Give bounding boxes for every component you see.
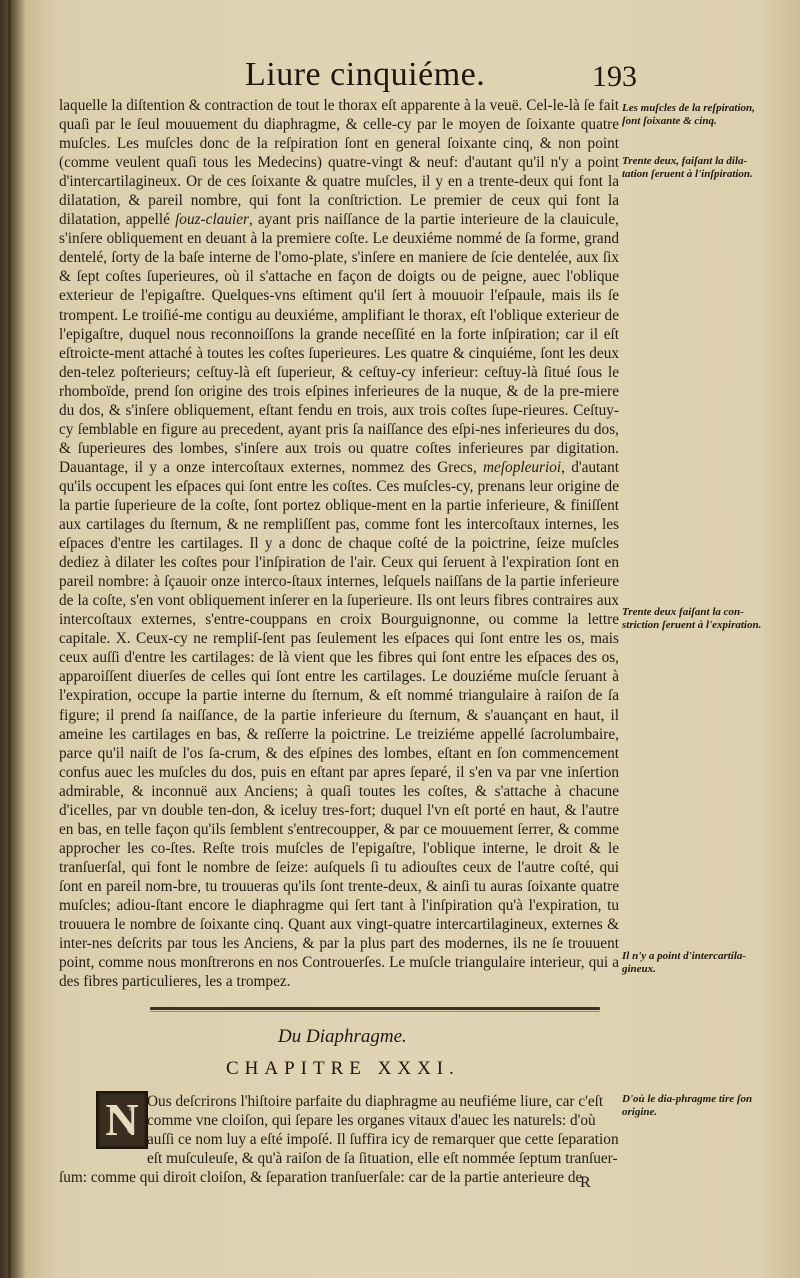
page-number: 193 (592, 60, 637, 93)
section-divider (150, 1007, 600, 1010)
margin-note-dilatation: Trente deux, faiſant la dila-tation ſeruent à l'inſpiration. (622, 155, 753, 180)
section-divider-shadow (150, 1011, 600, 1012)
running-title: Liure cinquiéme. (245, 56, 486, 93)
margin-note-intercartilagineux: Il n'y a point d'intercartila-gineux. (622, 950, 747, 975)
term-souz-clauier: ſouz-clauier (175, 211, 249, 229)
catchword: R (580, 1174, 591, 1191)
binding-gutter (8, 0, 11, 1278)
margin-note-respiration: Les muſcles de la reſpiration, ſont ſoixante & cinq. (622, 102, 755, 127)
term-mesopleurioi: meſopleurioi (482, 458, 562, 476)
chapter-line: auſſi ce nom luy a eſté impoſé. Il ſuffira icy de remarquer que cette ſeparation (147, 1131, 619, 1149)
section-title: Du Diaphragme. (278, 1026, 407, 1047)
page-header (60, 56, 700, 96)
margin-note-diaphragme-origine: D'où le dia-phragme tire ſon origine. (622, 1093, 753, 1118)
chapter-line: Ous deſcrirons l'hiſtoire parfaite du diaphragme au neufiéme liure, car c'eſt (147, 1093, 604, 1110)
chapter-line: ſum: comme qui diroit cloiſon, & ſeparation tranſuerſale: car de la partie anterieure de (59, 1169, 583, 1187)
chapter-text (59, 1092, 619, 1187)
chapter-heading: CHAPITRE XXXI. (226, 1058, 460, 1079)
main-text (59, 96, 619, 991)
chapter-line: eſt muſculeuſe, & qu'à raiſon de ſa ſituation, elle eſt nommée ſeptum tranſuer- (147, 1150, 618, 1168)
drop-cap-letter: N (105, 1094, 139, 1145)
margin-note-constriction: Trente deux faiſant la con-striction ſeruent à l'expiration. (622, 606, 762, 631)
chapter-line: comme vne cloiſon, qui ſepare les organes vitaux d'auec les naturels: d'où (147, 1112, 596, 1130)
main-paragraph: laquelle la diſtention & contraction de tout le thorax eſt apparente à la veuë. Cel-le-là ſe fait quaſi par le ſeul mouuement du diaphragme, & celle-cy par le moyen de ſoixante quatre muſcles. Les muſcles donc de la reſpiration ſont en general ſoixante cinq, & non point (comme veulent quaſi tous les Medecins) quatre-vingt & neuf: d'autant qu'il n'y a point d'intercartilagineux. Or de ces ſoixante & quatre muſcles, il y en a trente-deux qui font la dilatation, & pareil nombre, qui font la conſtriction. Le premier de ceux qui font la dilatation, appellé ſouz-clauier, ayant pris naiſſance de la partie interieure de la clauicule, s'inſere obliquement en deuant à la premiere coſte. Le deuxiéme nommé de ſa forme, grand dentelé, ſorty de la baſe interne de l'omo-plate, s'inſere en maniere de ſcie dentelée, aux ſix & ſept coſtes ſuperieures, où il s'attache en façon de doigts ou de peigne, auec l'oblique exterieur de l'epigaſtre. Quelques-vns eſtiment qu'il ſert à mouuoir l'eſpaule, mais ils ſe trompent. Le troiſié-me contigu au deuxiéme, amplifiant le thorax, eſt l'oblique exterieur de l'epigaſtre, duquel nous reconnoiſſons la grande neceſſité en la forte inſpiration; car il eſt eſtroicte-ment attaché à toutes les coſtes ſuperieures. Les quatre & cinquiéme, ſont les deux den-telez poſterieurs; ceſtuy-là eſt ſuperieur, & ceſtuy-cy inferieur: ceſtuy-là ſitué ſous le rhomboïde, prend ſon origine des trois eſpines inferieures de la nuque, & de la pre-miere du dos, & s'inſere obliquement, eſtant fendu en trois, aux trois coſtes ſupe-rieures. Ceſtuy-cy ſemblable en figure au precedent, ayant pris ſa naiſſance des eſpi-nes inferieures du dos, & ſuperieures des lombes, s'inſere aux trois ou quatre coſtes inferieures par digitation. Dauantage, il y a onze intercoſtaux externes, nommez des Grecs, meſopleurioi, d'autant qu'ils occupent les eſpaces qui ſont entre les coſtes. Ces muſcles-cy, prenans leur origine de la partie ſuperieure de la coſte, ſont portez oblique-ment en la partie inferieure, & finiſſent aux cartilages du ſternum, & ne rempliſſent pas, comme font les intercoſtaux internes, les eſpaces d'entre les cartilages. Il y a donc de chaque coſté de la poictrine, ſeize muſcles dediez à dilater les coſtes pour l'inſpiration de l'air. Ceux qui ſeruent à l'expiration ſont en pareil nombre: à ſçauoir onze interco-ſtaux internes, leſquels naiſſans de la partie inferieure de la coſte, s'en vont obliquement inſerer en la ſuperieure. Ils ont leurs fibres contraires aux intercoſtaux externes, s'entre-couppans en croix Bourguignonne, ou comme la lettre capitale. X. Ceux-cy ne rempliſ-ſent pas ſeulement les eſpaces qui ſont entre les os, mais ceux auſſi d'entre les cartilages: de là vient que les fibres qui ſont entre les eſpaces des os, apparoiſſent diuerſes de celles qui ſont entre les cartilages. Le douziéme muſcle ſeruant à l'expiration, occupe la partie interne du ſternum, & eſt nommé triangulaire à raiſon de ſa figure; il prend ſa naiſſance, de la partie inferieure du ſternum, & s'auançant en haut, il ameine les cartilages en bas, & reſſerre la poictrine. Le treiziéme appellé ſacrolumbaire, parce qu'il naiſt de l'os ſa-crum, & des eſpines des lombes, eſtant en ſon commencement confus auec les muſcles du dos, puis en eſtant par apres ſeparé, il s'en va par vne inſertion admirable, & inconnuë aux Anciens; à quaſi toutes les coſtes, & s'attache à chacune d'icelles, par vn double ten-don, & iceluy tres-fort; duquel l'vn eſt porté en haut, & l'autre en bas, en telle façon qu'ils ſemblent s'entrecoupper, & par ce mouuement ſerrer, & comme approcher les co-ſtes. Reſte trois muſcles de l'epigaſtre, l'oblique interne, le droit & le tranſuerſal, qui font le nombre de ſeize: auſquels ſi tu adiouſtes ceux de l'autre coſté, qui ſont en pareil nom-bre, tu trouueras qu'ils ſont trente-deux, & ainſi tu auras ſoixante quatre muſcles; adiou-ſtant encore le diaphragme qui ſert tant à l'inſpiration qu'à l'expiration, tu trouuera le nombre de ſoixante cinq. Quant aux vingt-quatre intercartilagineux, externes & inter-nes deſcrits par tous les Anciens, & par la plus part des modernes, ils ne ſe trouuent point, comme nous monſtrerons en nos Controuerſes. Le muſcle triangulaire interieur, qui a des fibres particulieres, les a trompez. (59, 97, 619, 991)
